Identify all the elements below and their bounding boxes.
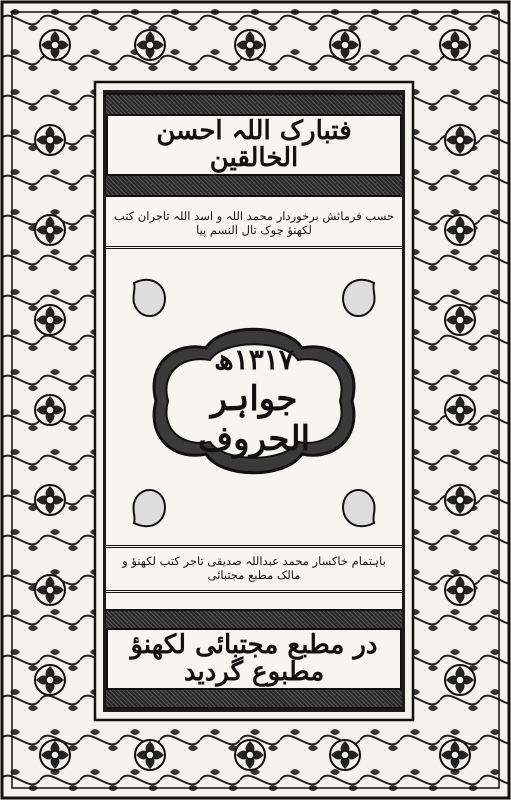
book-title: جواہر الحروف: [197, 379, 311, 459]
header-text: فتبارک اللہ احسن الخالقین: [106, 114, 402, 177]
cartouche-year: ۱۳۱۷ھ: [214, 343, 294, 376]
commission-text: حسب فرمائش برخوردار محمد اللہ و اسد اللہ تاجران کتب لکھنؤ چوک تال النسم پیا: [113, 208, 395, 237]
cartouche-area: [106, 253, 402, 549]
header-calligraphy-band: [106, 93, 402, 197]
printer-text: باہتمام خاکسار محمد عبداللہ صدیقی تاجر کتب لکھنؤ و مالک مطبع مجتبائی: [122, 554, 386, 582]
footer-text: در مطبع مجتبائی لکھنؤ مطبوع گردید: [106, 628, 402, 691]
footer-calligraphy-band: [106, 609, 402, 709]
commission-line: [106, 201, 402, 249]
inner-panel: [103, 90, 405, 712]
cartouche-text: [180, 343, 328, 459]
printer-line: [106, 545, 402, 593]
